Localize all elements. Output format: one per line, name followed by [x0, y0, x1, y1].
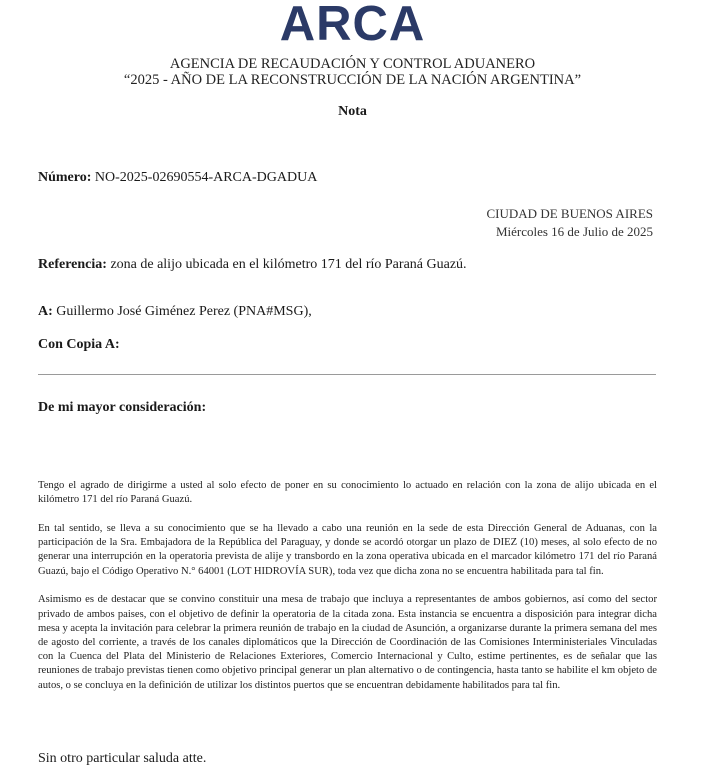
place: CIUDAD DE BUENOS AIRES — [486, 206, 653, 221]
agency-name: AGENCIA DE RECAUDACIÓN Y CONTROL ADUANERO — [169, 56, 536, 72]
document-number-label: Número: — [38, 170, 92, 185]
paragraph: En tal sentido, se lleva a su conocimiento que se ha llevado a cabo una reunión en la sede de esta Dirección General de Aduanas, con la participación de la Sra. Embajadora de la República del Paraguay, y donde se acordó otorgar un plazo de DIEZ (10) meses, al solo efecto de no generar una interrupción en la operatoria prevista de alije y transbordo en la zona operativa ubicada en el marcador kilómetro 171 del río Paraná Guazú, bajo el Código Operativo N.° 64001 (LOT HIDROVÍA SUR), toda vez que dicha zona no se encuentra habilitada para tal fin. — [38, 523, 657, 577]
letter-body — [38, 479, 657, 707]
place-and-date — [487, 205, 653, 241]
year-motto: “2025 - AÑO DE LA RECONSTRUCCIÓN DE LA NACIÓN ARGENTINA” — [123, 72, 582, 88]
divider — [38, 374, 656, 375]
arca-logo: ARCA — [279, 0, 426, 51]
cc-label: Con Copia A: — [38, 337, 120, 352]
paragraph: Tengo el agrado de dirigirme a usted al solo efecto de poner en su conocimiento lo actuado en relación con la zona de alijo ubicada en el kilómetro 171 del río Paraná Guazú. — [38, 480, 657, 506]
recipient-value: Guillermo José Giménez Perez (PNA#MSG), — [56, 304, 312, 319]
recipient-label: A: — [38, 304, 53, 319]
recipient — [38, 304, 312, 320]
date: Miércoles 16 de Julio de 2025 — [495, 224, 653, 239]
reference-label: Referencia: — [38, 257, 107, 272]
document-number — [38, 170, 317, 186]
salutation: De mi mayor consideración: — [38, 400, 207, 415]
closing: Sin otro particular saluda atte. — [38, 751, 207, 766]
document-type: Nota — [338, 104, 367, 119]
letterhead — [0, 56, 705, 88]
reference-value: zona de alijo ubicada en el kilómetro 171 del río Paraná Guazú. — [110, 257, 467, 272]
paragraph: Asimismo es de destacar que se convino constituir una mesa de trabajo que incluya a representantes de ambos gobiernos, así como del sector privado de ambos paises, con el objetivo de definir la operatoria de la citada zona. Esta instancia se encuentra a disposición para integrar dicha mesa y acepta la invitación para celebrar la primera reunión de trabajo en la ciudad de Asunción, a organizarse durante la primera semana del mes de agosto del corriente, a través de los canales diplomáticos que la Dirección de Coordinación de las Comisiones Interministeriales Vinculadas con la Cuenca del Plata del Ministerio de Relaciones Exteriores, Comercio Internacional y Culto, estime pertinentes, es de señalar que las reuniones de trabajo previstas tienen como objetivo principal generar un plan alternativo o de contingencia, hasta tanto se habilite el km objeto de autos, o se concluya en la definición de utilizar los distintos puertos que se encuentran debidamente habilitados para tal fin. — [38, 594, 657, 691]
document-number-value: NO-2025-02690554-ARCA-DGADUA — [94, 170, 318, 185]
reference — [38, 257, 467, 273]
